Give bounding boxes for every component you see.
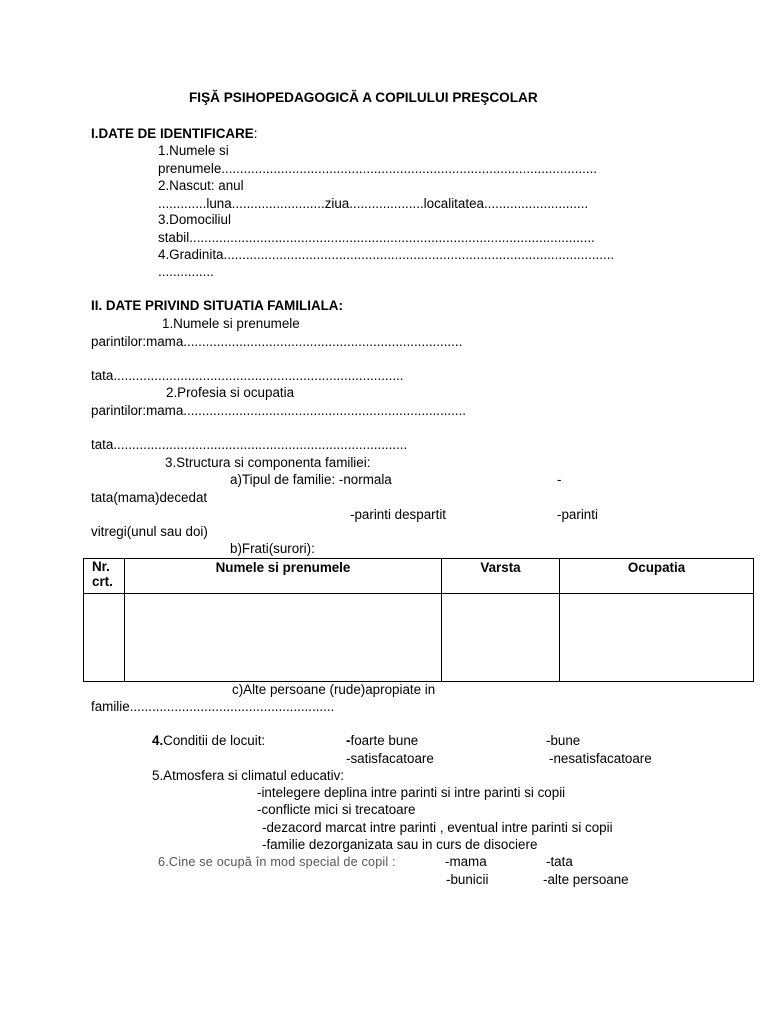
family-type-step: vitregi(unul sau doi) xyxy=(91,524,208,539)
field-born-label: 2.Nascut: anul xyxy=(158,178,244,193)
atmosphere-opt-2: -conflicte mici si trecatoare xyxy=(257,802,416,817)
housing-opt-good: -bune xyxy=(546,733,581,748)
siblings-table xyxy=(83,558,754,682)
field-address-line: stabil............................................................................................................. xyxy=(158,230,595,245)
table-row xyxy=(84,594,754,682)
col-occupation: Ocupatia xyxy=(560,559,754,594)
parents-job-mother-line: parintilor:mama............................................................................ xyxy=(91,403,467,418)
field-address-label: 3.Domociliul xyxy=(158,212,231,227)
cell-age[interactable] xyxy=(442,594,560,682)
col-crt-label: crt. xyxy=(92,574,113,589)
housing-text: Conditii de locuit: xyxy=(163,733,266,748)
housing-opt-unsatisfactory: -nesatisfacatoare xyxy=(549,751,652,766)
housing-num: 4. xyxy=(152,733,164,748)
caregiver-opt-father: -tata xyxy=(546,854,573,869)
section-1-heading xyxy=(91,126,257,142)
caregiver-opt-mother: -mama xyxy=(445,854,487,869)
family-type-divorced: -parinti despartit xyxy=(350,507,447,522)
relatives-label: c)Alte persoane (rude)apropiate in xyxy=(232,682,436,697)
housing-opt-very-good-text: foarte bune xyxy=(350,733,419,748)
housing-opt-satisfactory: -satisfacatoare xyxy=(346,751,434,766)
caregiver-opt-others: -alte persoane xyxy=(543,872,629,887)
family-type-label: a)Tipul de familie: -normala xyxy=(230,472,392,487)
caregiver-label: 6.Cine se ocupă în mod special de copil : xyxy=(158,855,396,869)
col-age: Varsta xyxy=(442,559,560,594)
field-kindergarten-line: 4.Gradinita......................................................................................................... xyxy=(158,247,615,262)
cell-occupation[interactable] xyxy=(560,594,754,682)
atmosphere-opt-3: -dezacord marcat intre parinti , eventual intre parinti si copii xyxy=(262,820,613,835)
col-nr-label: Nr. xyxy=(92,559,110,574)
family-type-dash: - xyxy=(557,472,562,487)
field-born-line: .............luna.........................ziua....................localitatea............................ xyxy=(158,196,589,211)
section-1-heading-text: I.DATE DE IDENTIFICARE xyxy=(91,126,254,141)
cell-nr[interactable] xyxy=(84,594,125,682)
table-header-row xyxy=(84,559,754,594)
field-name-line: prenumele..................................................................................................... xyxy=(158,161,598,176)
parents-job-label: 2.Profesia si ocupatia xyxy=(166,385,295,400)
parents-job-father-line: tata............................................................................... xyxy=(91,437,408,452)
housing-label xyxy=(152,733,265,749)
housing-opt-dash: - xyxy=(346,733,351,748)
siblings-label: b)Frati(surori): xyxy=(230,541,315,556)
parents-father-line: tata.............................................................................. xyxy=(91,368,404,383)
col-name: Numele si prenumele xyxy=(125,559,442,594)
col-nr-crt xyxy=(84,559,125,594)
field-kindergarten-line-cont: ............... xyxy=(158,264,214,279)
parents-name-label: 1.Numele si prenumele xyxy=(162,316,300,331)
caregiver-opt-grandparents: -bunicii xyxy=(446,872,489,887)
housing-opt-very-good xyxy=(346,733,418,749)
family-structure-label: 3.Structura si componenta familiei: xyxy=(165,455,371,470)
cell-name[interactable] xyxy=(125,594,442,682)
page-title: FIŞĂ PSIHOPEDAGOGICĂ A COPILULUI PREŞCOLAR xyxy=(189,90,538,105)
family-type-deceased: tata(mama)decedat xyxy=(91,490,208,505)
family-type-parents: -parinti xyxy=(557,507,598,522)
atmosphere-label: 5.Atmosfera si climatul educativ: xyxy=(152,768,345,783)
atmosphere-opt-4: -familie dezorganizata sau in curs de disociere xyxy=(262,837,538,852)
section-2-heading: II. DATE PRIVIND SITUATIA FAMILIALA: xyxy=(91,298,343,313)
atmosphere-opt-1: -intelegere deplina intre parinti si intre parinti si copii xyxy=(257,785,566,800)
relatives-line: familie....................................................... xyxy=(91,699,335,714)
parents-mother-line: parintilor:mama........................................................................... xyxy=(91,334,463,349)
section-1-heading-colon: : xyxy=(253,126,258,141)
field-name-label: 1.Numele si xyxy=(158,143,229,158)
